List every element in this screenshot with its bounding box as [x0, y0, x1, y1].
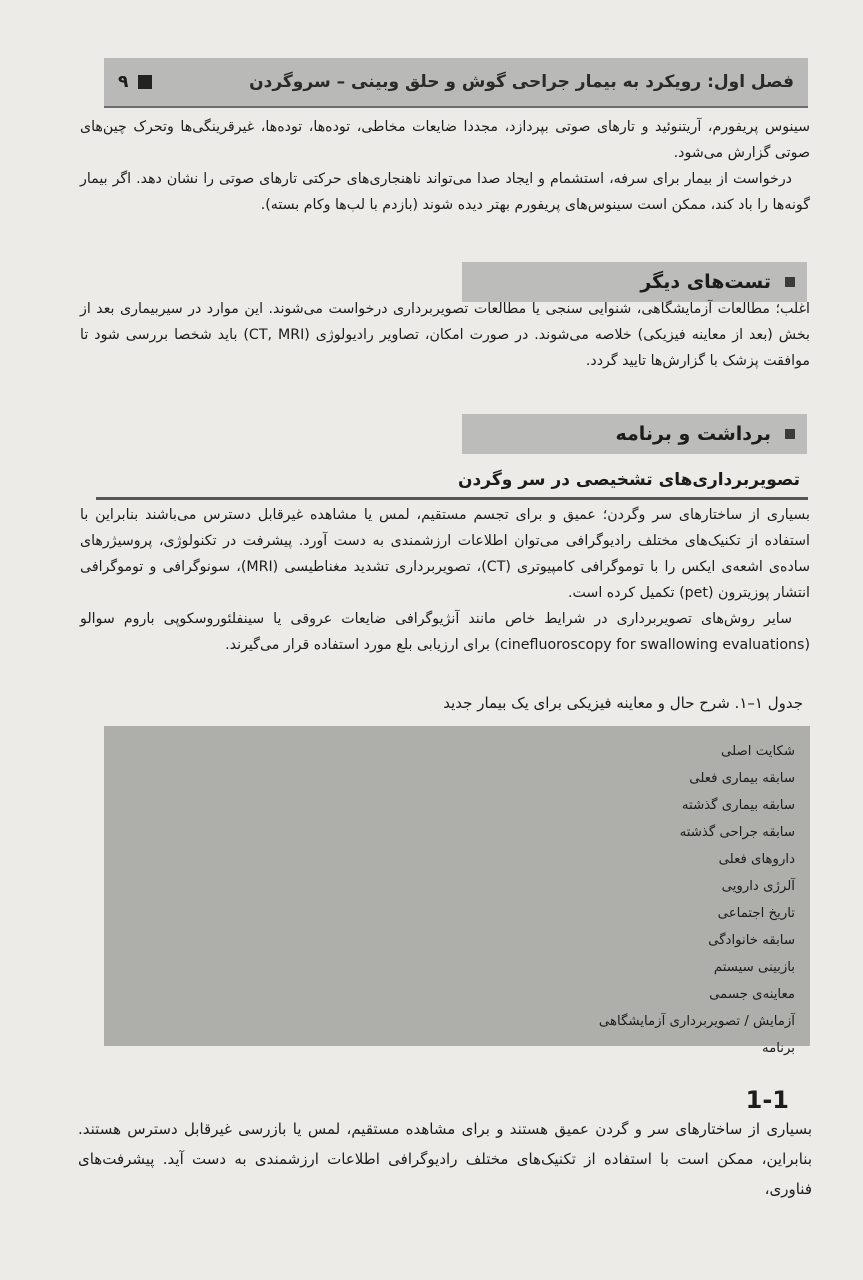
other-tests-paragraph: اغلب؛ مطالعات آزمایشگاهی، شنوایی سنجی یا مطالعات تصویربرداری درخواست می‌شوند. این موارد در سیربیماری بعد از بخش (بعد از معاینه فیزیکی) خلاصه می‌شوند. در صورت امکان، تصاویر رادیولوژی (CT, MRI) باید شخصا بررسی شود تا موافقت پزشک با گزارش‌ها تایید گردد.	[80, 301, 810, 369]
intro-paragraph-2: درخواست از بیمار برای سرفه، استشمام و ایجاد صدا می‌تواند ناهنجاری‌های حرکتی تارهای صوتی را نشان دهد. اگر بیمار گونه‌ها را باد کند، ممکن است سینوس‌های پریفورم بهتر دیده شوند (بازدم با لب‌ها وکام بسته).	[80, 171, 810, 213]
list-item: داروهای فعلی	[718, 852, 795, 867]
section-title: برداشت و برنامه	[615, 423, 771, 445]
history-exam-list	[599, 738, 795, 1062]
list-item: شکایت اصلی	[721, 744, 795, 759]
square-bullet-icon	[785, 277, 795, 287]
section-number: 1-1	[745, 1086, 789, 1114]
page-marker	[118, 72, 152, 92]
list-item: تاریخ اجتماعی	[717, 906, 795, 921]
imaging-text	[80, 502, 810, 658]
other-tests-text	[80, 296, 810, 374]
bottom-text	[78, 1114, 812, 1204]
intro-paragraph-1: سینوس پریفورم، آریتنوئید و تارهای صوتی بپردازد، مجددا ضایعات مخاطی، توده‌ها، توده‌ها، غیرقرینگی‌ها وتحرک چین‌های صوتی گزارش می‌شود.	[80, 119, 810, 161]
bottom-paragraph: بسیاری از ساختارهای سر و گردن عمیق هستند و برای مشاهده مستقیم، لمس یا بازرسی غیرقابل دسترس هستند. بنابراین، ممکن است با استفاده از تکنیک‌های مختلف رادیوگرافی اطلاعات ارزشمندی به دست آید. پیشرفت‌های فناوری،	[78, 1120, 812, 1198]
list-item: بازبینی سیستم	[713, 960, 795, 975]
list-item: سابقه بیماری گذشته	[681, 798, 795, 813]
list-item: سابقه خانوادگی	[708, 933, 795, 948]
list-item: سابقه بیماری فعلی	[689, 771, 795, 786]
square-bullet-icon	[785, 429, 795, 439]
section-heading-plan	[462, 414, 807, 454]
list-item: معاینه‌ی جسمی	[709, 987, 795, 1002]
table-caption: جدول ۱–۱. شرح حال و معاینه فیزیکی برای یک بیمار جدید	[443, 694, 803, 712]
section-title: تست‌های دیگر	[640, 271, 771, 293]
list-item: سابقه جراحی گذشته	[679, 825, 795, 840]
chapter-header	[104, 58, 808, 108]
page-number: ۹	[118, 72, 129, 92]
list-item: آلرژی دارویی	[721, 879, 795, 894]
list-item: آزمایش / تصویربرداری آزمایشگاهی	[598, 1014, 795, 1029]
intro-text	[80, 114, 810, 218]
imaging-paragraph-2: سایر روش‌های تصویربرداری در شرایط خاص مانند آنژیوگرافی ضایعات عروقی یا سینفلئوروسکوپی باروم سوالو (cinefluoroscopy for swallowing evaluations) برای ارزیابی بلع مورد استفاده قرار می‌گیرند.	[80, 611, 810, 653]
imaging-paragraph-1: بسیاری از ساختارهای سر وگردن؛ عمیق و برای تجسم مستقیم، لمس یا مشاهده غیرقابل دسترس می‌باشند بنابراین با استفاده از تکنیک‌های مختلف رادیوگرافی می‌توان اطلاعات ارزشمندی به دست آورد. پیشرفت در تکنولوژی، پروسیژرهای ساده‌ی اشعه‌ی ایکس را با توموگرافی کامپیوتری (CT)، تصویربرداری تشدید مغناطیسی (MRI)، سونوگرافی و توموگرافی انتشار پوزیترون (pet) تکمیل کرده است.	[80, 507, 810, 601]
square-bullet-icon	[138, 75, 152, 89]
subheading-imaging: تصویربرداری‌های تشخیصی در سر وگردن	[96, 470, 808, 500]
list-item: برنامه	[761, 1041, 795, 1056]
chapter-title: فصل اول: رویکرد به بیمار جراحی گوش و حلق وبینی – سروگردن	[249, 72, 794, 92]
